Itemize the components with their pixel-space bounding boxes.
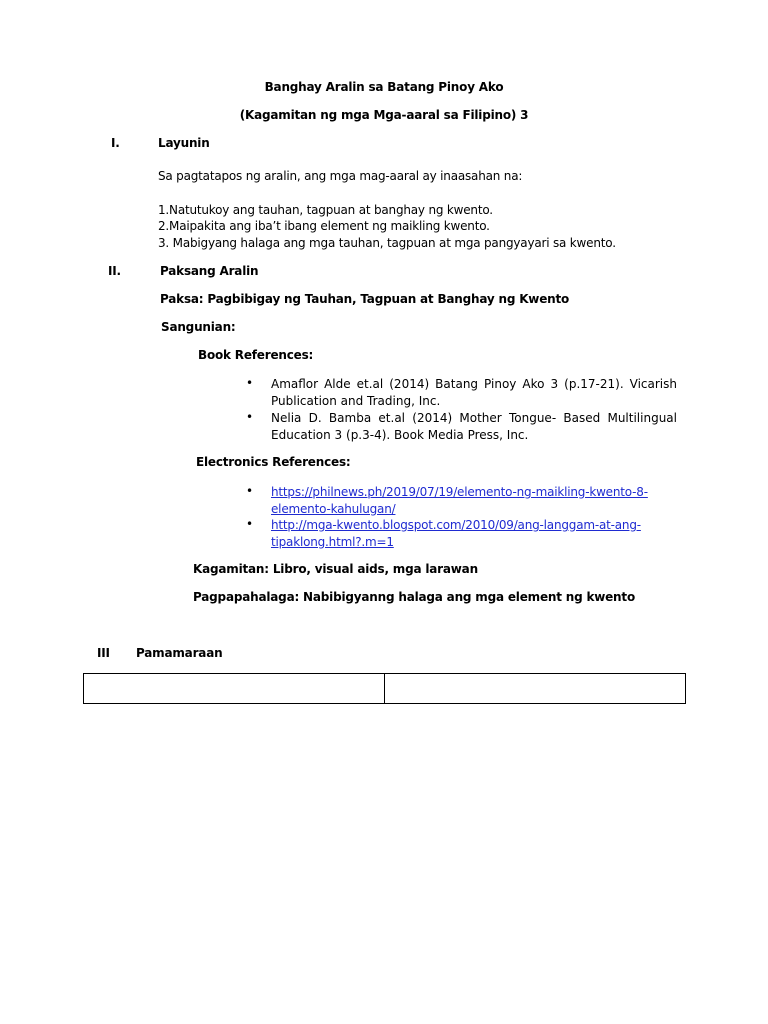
objective-item: 1.Natutukoy ang tauhan, tagpuan at banghay ng kwento. [158, 203, 493, 217]
book-reference-line: Nelia D. Bamba et.al (2014) Mother Tongue- Based Multilingual [271, 411, 677, 425]
paksa-line: Paksa: Pagbibigay ng Tauhan, Tagpuan at Banghay ng Kwento [160, 292, 570, 306]
table-cell [84, 674, 385, 704]
section-2-heading: Paksang Aralin [160, 264, 259, 278]
page-subtitle: (Kagamitan ng mga Mga-aaral sa Filipino) 3 [239, 108, 529, 122]
bullet-icon: • [246, 410, 254, 424]
sanggunian-label: Sangunian: [161, 320, 236, 334]
electronic-reference-item [271, 517, 641, 550]
book-reference-item [271, 410, 677, 443]
page-title: Banghay Aralin sa Batang Pinoy Ako [264, 80, 504, 94]
section-2-numeral: II. [108, 264, 121, 278]
book-reference-line: Publication and Trading, Inc. [271, 393, 441, 408]
electronic-reference-link[interactable]: https://philnews.ph/2019/07/19/elemento-ng-maikling-kwento-8- [271, 485, 648, 499]
section-3-numeral: III [97, 646, 110, 660]
electronic-reference-link[interactable]: elemento-kahulugan/ [271, 501, 396, 516]
electronic-references-heading: Electronics References: [196, 455, 351, 469]
procedure-table [83, 673, 686, 704]
bullet-icon: • [246, 376, 254, 390]
bullet-icon: • [246, 517, 254, 531]
table-cell [385, 674, 686, 704]
book-reference-line: Education 3 (p.3-4). Book Media Press, Inc. [271, 427, 529, 442]
pagpapahalaga-line: Pagpapahalaga: Nabibigyanng halaga ang mga element ng kwento [193, 590, 635, 604]
objective-item: 2.Maipakita ang iba’t ibang element ng maikling kwento. [158, 219, 490, 233]
section-1-heading: Layunin [158, 136, 210, 150]
electronic-reference-item [271, 484, 648, 517]
kagamitan-line: Kagamitan: Libro, visual aids, mga larawan [193, 562, 478, 576]
bullet-icon: • [246, 484, 254, 498]
section-3-heading: Pamamaraan [136, 646, 223, 660]
book-reference-item [271, 376, 677, 409]
objective-item: 3. Mabigyang halaga ang mga tauhan, tagpuan at mga pangyayari sa kwento. [158, 236, 616, 250]
book-references-heading: Book References: [198, 348, 314, 362]
section-1-numeral: I. [111, 136, 120, 150]
electronic-reference-link[interactable]: tipaklong.html?.m=1 [271, 534, 394, 549]
electronic-reference-link[interactable]: http://mga-kwento.blogspot.com/2010/09/ang-langgam-at-ang- [271, 518, 641, 532]
table-row [84, 674, 686, 704]
objectives-intro: Sa pagtatapos ng aralin, ang mga mag-aaral ay inaasahan na: [158, 169, 523, 183]
book-reference-line: Amaflor Alde et.al (2014) Batang Pinoy Ako 3 (p.17-21). Vicarish [271, 377, 677, 391]
